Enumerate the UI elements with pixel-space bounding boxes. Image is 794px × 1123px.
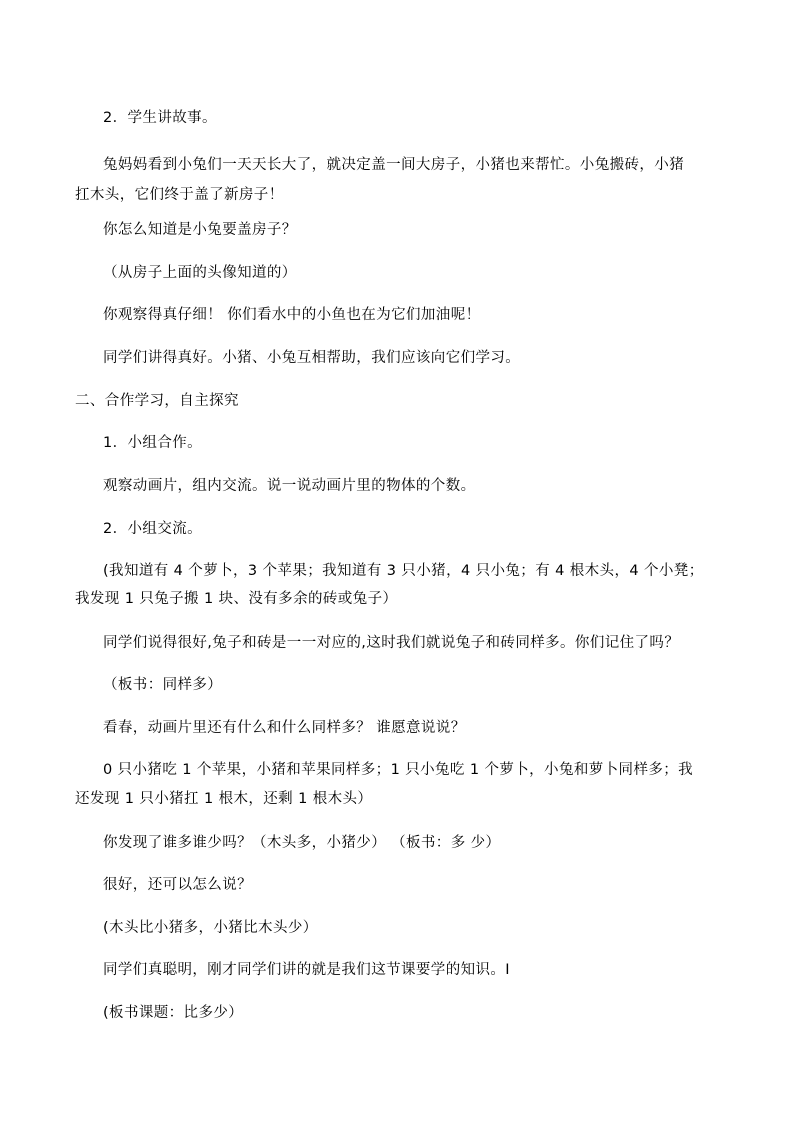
paragraph-line: 你怎么知道是小兔要盖房子？	[103, 222, 297, 238]
paragraph-line: 0 只小猪吃 1 个苹果，小猪和苹果同样多；1 只小兔吃 1 个萝卜，小兔和萝卜同样多；我	[103, 762, 694, 778]
paragraph-line: 很好，还可以怎么说？	[103, 877, 252, 893]
paragraph-line: 2．学生讲故事。	[103, 110, 217, 126]
paragraph-line: 你发现了谁多谁少吗？（木头多，小猪少） （板书：多 少）	[103, 835, 501, 851]
paragraph-line: (板书课题：比多少）	[103, 1005, 244, 1021]
paragraph-line: 看春，动画片里还有什么和什么同样多？ 谁愿意说说？	[103, 720, 466, 736]
paragraph-line: 1．小组合作。	[103, 435, 203, 451]
paragraph-line: （板书：同样多）	[103, 677, 223, 693]
paragraph-line: 2．小组交流。	[103, 521, 203, 537]
paragraph-line: 同学们真聪明，刚才同学们讲的就是我们这节课要学的知识。I	[103, 962, 510, 978]
paragraph-line: 扛木头，它们终于盖了新房子！	[75, 187, 284, 203]
paragraph-line: 我发现 1 只兔子搬 1 块、没有多余的砖或兔子）	[75, 591, 398, 607]
paragraph-line: 还发现 1 只小猪扛 1 根木，还剩 1 根木头）	[75, 791, 373, 807]
paragraph-line: (木头比小猪多，小猪比木头少）	[103, 920, 318, 936]
paragraph-line: 兔妈妈看到小兔们一天天长大了，就决定盖一间大房子，小猪也来帮忙。小兔搬砖，小猪	[103, 157, 685, 173]
section-heading: 二、合作学习，自主探究	[75, 393, 239, 409]
paragraph-line: 同学们讲得真好。小猪、小兔互相帮助，我们应该向它们学习。	[103, 350, 521, 366]
paragraph-line: 同学们说得很好,兔子和砖是一一对应的,这时我们就说兔子和砖同样多。你们记住了吗？	[103, 635, 680, 651]
paragraph-line: （从房子上面的头像知道的）	[103, 265, 297, 281]
paragraph-line: 你观察得真仔细！ 你们看水中的小鱼也在为它们加油呢！	[103, 307, 481, 323]
paragraph-line: 观察动画片，组内交流。说一说动画片里的物体的个数。	[103, 478, 476, 494]
paragraph-line: (我知道有 4 个萝卜，3 个苹果；我知道有 3 只小猪，4 只小兔；有 4 根木头，4 个小凳；	[103, 563, 704, 579]
